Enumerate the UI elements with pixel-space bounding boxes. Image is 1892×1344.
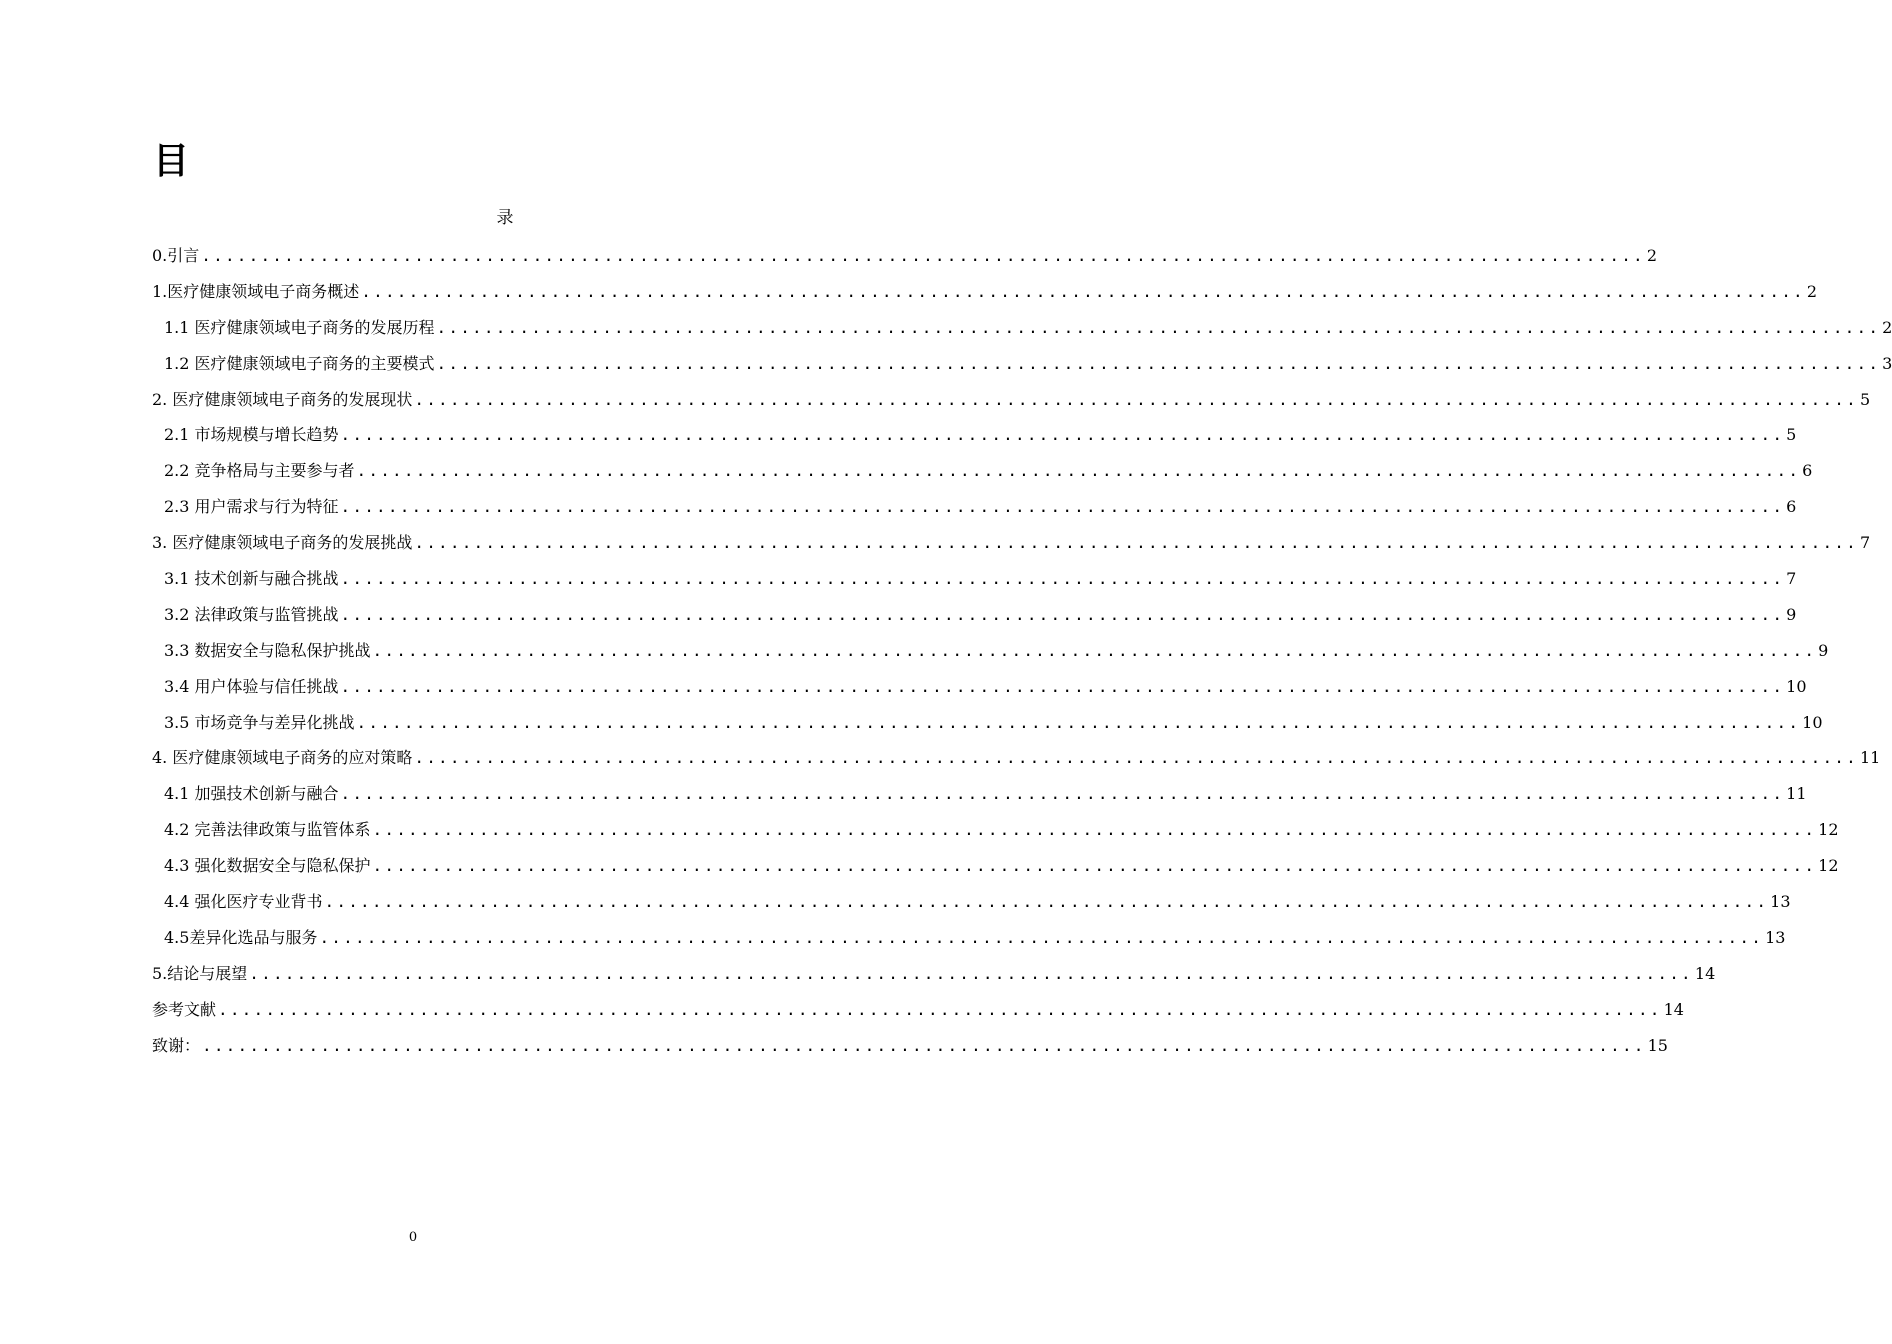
toc-entry-label: 4.5差异化选品与服务: [164, 927, 318, 947]
toc-entry-label: 4.1 加强技术创新与融合: [164, 784, 339, 804]
toc-entry-label: 2.1 市场规模与增长趋势: [164, 425, 339, 445]
toc-entry-page: 14: [1694, 963, 1716, 983]
toc-entry-page: 5: [1786, 425, 1797, 445]
toc-dot-leader: ..........................................................................................................................: [340, 676, 1785, 696]
toc-entry-label: 3.2 法律政策与监管挑战: [164, 604, 339, 624]
toc-entry[interactable]: [152, 744, 1881, 780]
toc-entry[interactable]: [152, 278, 1818, 314]
toc-entry[interactable]: [152, 565, 1797, 601]
toc-entry-page: 7: [1786, 569, 1797, 589]
toc-entry-page: 12: [1818, 820, 1839, 840]
toc-entry[interactable]: [152, 816, 1839, 852]
toc-entry[interactable]: [152, 852, 1839, 888]
toc-entry[interactable]: [152, 673, 1807, 709]
toc-dot-leader: ..........................................................................................................................: [361, 281, 1805, 301]
toc-entry[interactable]: [152, 637, 1829, 673]
toc-dot-leader: ..........................................................................................................................: [249, 963, 1693, 983]
toc-entry-label: 2.3 用户需求与行为特征: [164, 497, 339, 517]
toc-entry-page: 7: [1859, 533, 1871, 553]
toc-dot-leader: ..........................................................................................................................: [356, 712, 1801, 732]
toc-entry[interactable]: [152, 888, 1791, 924]
toc-entry[interactable]: [152, 314, 1892, 350]
toc-entry-label: 4.3 强化数据安全与隐私保护: [164, 856, 371, 876]
toc-dot-leader: ..........................................................................................................................: [201, 246, 1645, 265]
toc-entry-label: 2.2 竞争格局与主要参与者: [164, 461, 355, 481]
toc-entry[interactable]: [152, 421, 1797, 457]
toc-entry-page: 9: [1786, 604, 1797, 624]
toc-dot-leader: ..........................................................................................................................: [324, 892, 1769, 912]
toc-entry-page: 2: [1882, 317, 1892, 337]
toc-entry[interactable]: [152, 493, 1797, 529]
toc-dot-leader: ..........................................................................................................................: [340, 497, 1785, 517]
toc-entry[interactable]: [152, 529, 1871, 565]
toc-entry-page: 10: [1786, 676, 1807, 696]
toc-entry[interactable]: [152, 601, 1797, 637]
toc-entry-label: 1.医疗健康领域电子商务概述: [152, 281, 360, 301]
toc-entry-page: 6: [1786, 497, 1797, 517]
toc-title-char-1: 目: [153, 141, 190, 182]
toc-entry-page: 3: [1882, 353, 1892, 373]
toc-entry[interactable]: [152, 386, 1871, 422]
toc-dot-leader: ..........................................................................................................................: [436, 317, 1881, 337]
toc-dot-leader: ..........................................................................................................................: [319, 927, 1764, 947]
toc-entry-page: 10: [1802, 712, 1823, 732]
toc-entry-label: 1.1 医疗健康领域电子商务的发展历程: [164, 317, 435, 337]
toc-title-char-2: 录: [496, 208, 514, 228]
toc-entry-page: 11: [1786, 784, 1807, 804]
toc-dot-leader: ..........................................................................................................................: [414, 533, 1858, 553]
toc-dot-leader: ..........................................................................................................................: [340, 784, 1785, 804]
toc-entry[interactable]: [152, 457, 1813, 493]
toc-dot-leader: ..........................................................................................................................: [218, 999, 1662, 1019]
toc-entry-label: 0.引言: [152, 246, 200, 265]
page-number: 0: [408, 1230, 418, 1245]
toc-entry-label: 参考文献: [152, 999, 217, 1019]
toc-entry[interactable]: [152, 960, 1716, 996]
toc-entry-label: 4.4 强化医疗专业背书: [164, 892, 323, 912]
toc-dot-leader: ..........................................................................................................................: [356, 461, 1801, 481]
toc-entry-page: 13: [1765, 927, 1786, 947]
toc-entry-page: 9: [1818, 640, 1829, 660]
toc-dot-leader: ..........................................................................................................................: [202, 1035, 1646, 1055]
toc-entry[interactable]: [152, 996, 1684, 1032]
toc-dot-leader: ..........................................................................................................................: [414, 389, 1858, 409]
toc-dot-leader: ..........................................................................................................................: [372, 856, 1817, 876]
toc-dot-leader: ..........................................................................................................................: [340, 425, 1785, 445]
toc-entry-label: 3.4 用户体验与信任挑战: [164, 676, 339, 696]
toc-entry-page: 2: [1646, 246, 1658, 265]
toc-entry-page: 13: [1770, 892, 1791, 912]
toc-entry[interactable]: [152, 350, 1892, 386]
toc-entry-label: 3.1 技术创新与融合挑战: [164, 569, 339, 589]
toc-entry-label: 5.结论与展望: [152, 963, 248, 983]
toc-entry-page: 14: [1663, 999, 1684, 1019]
toc-entry[interactable]: [152, 242, 1658, 278]
toc-entry-page: 11: [1859, 748, 1881, 768]
toc-entry-label: 4. 医疗健康领域电子商务的应对策略: [152, 748, 413, 768]
toc-dot-leader: ..........................................................................................................................: [340, 569, 1785, 589]
toc-entry-page: 15: [1647, 1035, 1668, 1055]
toc-entry[interactable]: [152, 1032, 1668, 1068]
toc-entry-label: 4.2 完善法律政策与监管体系: [164, 820, 371, 840]
table-of-contents: [152, 242, 1892, 1067]
toc-entry-label: 致谢：: [152, 1035, 201, 1055]
toc-entry-page: 12: [1818, 856, 1839, 876]
toc-entry-page: 5: [1859, 389, 1871, 409]
toc-dot-leader: ..........................................................................................................................: [414, 748, 1858, 768]
toc-entry-label: 3. 医疗健康领域电子商务的发展挑战: [152, 533, 413, 553]
toc-entry-label: 1.2 医疗健康领域电子商务的主要模式: [164, 353, 435, 373]
toc-entry-label: 3.5 市场竞争与差异化挑战: [164, 712, 355, 732]
toc-dot-leader: ..........................................................................................................................: [340, 604, 1785, 624]
toc-dot-leader: ..........................................................................................................................: [372, 640, 1817, 660]
toc-entry-page: 2: [1806, 281, 1818, 301]
toc-entry-label: 3.3 数据安全与隐私保护挑战: [164, 640, 371, 660]
toc-entry[interactable]: [152, 709, 1823, 745]
toc-entry[interactable]: [152, 924, 1786, 960]
toc-dot-leader: ..........................................................................................................................: [436, 353, 1881, 373]
toc-dot-leader: ..........................................................................................................................: [372, 820, 1817, 840]
toc-entry[interactable]: [152, 780, 1807, 816]
toc-entry-page: 6: [1802, 461, 1813, 481]
toc-entry-label: 2. 医疗健康领域电子商务的发展现状: [152, 389, 413, 409]
